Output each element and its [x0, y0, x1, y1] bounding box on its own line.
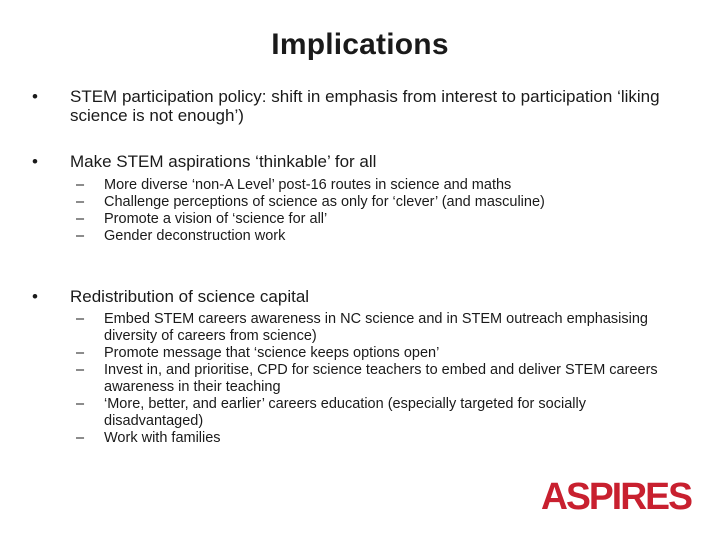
sub-item-text: Embed STEM careers awareness in NC science and in STEM outreach emphasising diversity of careers from science) [104, 311, 648, 344]
dash-marker: – [76, 177, 85, 193]
sub-item-text: Gender deconstruction work [104, 228, 286, 244]
page-title: Implications [271, 28, 449, 61]
bullet-marker: • [32, 287, 38, 306]
sub-list-item [76, 311, 676, 345]
sub-list-item [76, 345, 676, 362]
dash-marker: – [76, 228, 85, 244]
bullet-text: Make STEM aspirations ‘thinkable’ for all [70, 152, 377, 171]
sub-list [76, 311, 676, 447]
sub-item-text: More diverse ‘non-A Level’ post-16 routes in science and maths [104, 177, 512, 193]
sub-list-item [76, 430, 676, 447]
sub-item-text: Promote a vision of ‘science for all’ [104, 211, 328, 227]
dash-marker: – [76, 430, 85, 446]
sub-item-text: ‘More, better, and earlier’ careers education (especially targeted for socially disadvantaged) [104, 396, 586, 429]
sub-item-text: Work with families [104, 430, 221, 446]
dash-marker: – [76, 311, 85, 327]
dash-marker: – [76, 345, 85, 361]
sub-list-item [76, 211, 676, 228]
aspires-logo [541, 477, 693, 513]
sub-list-item [76, 194, 676, 211]
bullet-marker: • [32, 87, 38, 106]
sub-list-item [76, 228, 676, 245]
logo-text: ASPIRES [541, 477, 692, 513]
dash-marker: – [76, 362, 85, 378]
dash-marker: – [76, 211, 85, 227]
bullet-item [32, 152, 692, 171]
bullet-text: STEM participation policy: shift in emphasis from interest to participation ‘liking science is not enough’) [70, 87, 660, 125]
bullet-item [32, 287, 692, 306]
bullet-item [32, 87, 692, 125]
sub-item-text: Challenge perceptions of science as only for ‘clever’ (and masculine) [104, 194, 545, 210]
sub-item-text: Invest in, and prioritise, CPD for science teachers to embed and deliver STEM careers awareness in their teaching [104, 362, 658, 395]
dash-marker: – [76, 194, 85, 210]
sub-list-item [76, 362, 676, 396]
bullet-text: Redistribution of science capital [70, 287, 310, 306]
sub-list-item [76, 396, 676, 430]
bullet-marker: • [32, 152, 38, 171]
dash-marker: – [76, 396, 85, 412]
sub-item-text: Promote message that ‘science keeps options open’ [104, 345, 440, 361]
sub-list-item [76, 177, 676, 194]
sub-list [76, 177, 676, 245]
